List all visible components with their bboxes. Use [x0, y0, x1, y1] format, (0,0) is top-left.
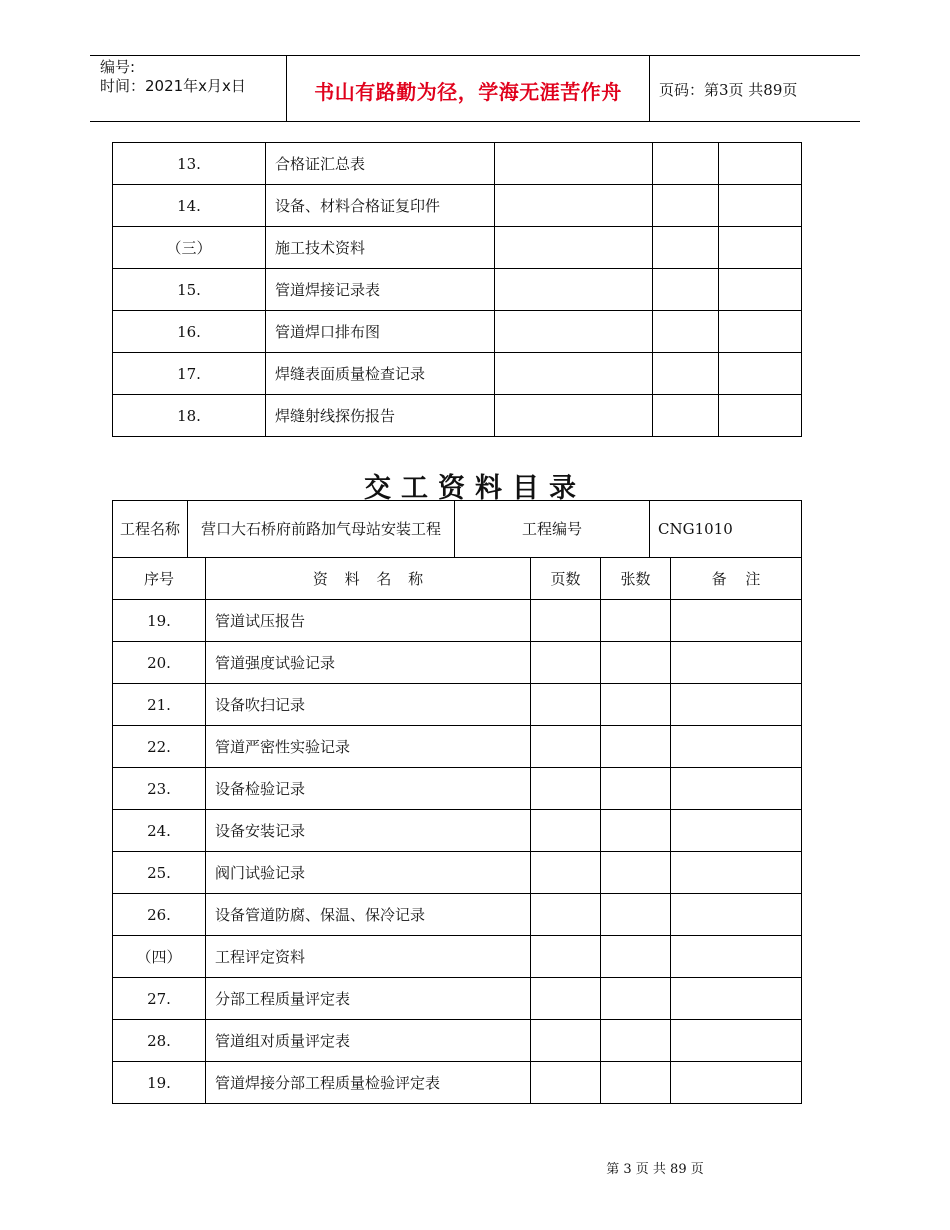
row-number: 17. — [113, 353, 266, 395]
table-row — [113, 684, 802, 726]
table-row — [113, 726, 802, 768]
row-sheets-cell — [601, 810, 671, 852]
header-meta — [100, 58, 246, 96]
row-sheets-cell — [653, 185, 719, 227]
row-number: 26. — [113, 894, 206, 936]
row-remarks-cell — [719, 353, 802, 395]
row-document-name: 焊缝表面质量检查记录 — [266, 353, 495, 395]
table-row — [113, 395, 802, 437]
row-number: 15. — [113, 269, 266, 311]
table-row — [113, 894, 802, 936]
row-pages-cell — [495, 143, 653, 185]
table-row — [113, 936, 802, 978]
row-sheets-cell — [653, 395, 719, 437]
row-number: 14. — [113, 185, 266, 227]
page-footer: 第 3 页 共 89 页 — [606, 1162, 704, 1177]
row-remarks-cell — [671, 1062, 802, 1104]
project-name-label: 工程名称 — [113, 501, 188, 558]
table-row — [113, 642, 802, 684]
table-row — [113, 978, 802, 1020]
table-row — [113, 600, 802, 642]
row-pages-cell — [531, 936, 601, 978]
row-pages-cell — [495, 227, 653, 269]
header-top-rule — [90, 55, 860, 56]
row-pages-cell — [531, 768, 601, 810]
row-number: 21. — [113, 684, 206, 726]
row-number: 24. — [113, 810, 206, 852]
row-sheets-cell — [653, 353, 719, 395]
row-remarks-cell — [671, 978, 802, 1020]
row-number: （四） — [113, 936, 206, 978]
row-sheets-cell — [601, 894, 671, 936]
row-sheets-cell — [601, 978, 671, 1020]
row-pages-cell — [531, 810, 601, 852]
row-number: （三） — [113, 227, 266, 269]
row-number: 18. — [113, 395, 266, 437]
header-pages: 页数 — [531, 558, 601, 600]
row-sheets-cell — [601, 936, 671, 978]
row-pages-cell — [531, 600, 601, 642]
row-remarks-cell — [671, 684, 802, 726]
row-remarks-cell — [671, 642, 802, 684]
row-number: 27. — [113, 978, 206, 1020]
row-document-name: 管道焊接分部工程质量检验评定表 — [206, 1062, 531, 1104]
row-number: 16. — [113, 311, 266, 353]
table-row — [113, 852, 802, 894]
document-list-table — [112, 500, 802, 1104]
row-document-name: 焊缝射线探伤报告 — [266, 395, 495, 437]
row-document-name: 管道严密性实验记录 — [206, 726, 531, 768]
number-label: 编号: — [100, 58, 136, 76]
row-sheets-cell — [601, 726, 671, 768]
row-remarks-cell — [719, 311, 802, 353]
row-number: 19. — [113, 1062, 206, 1104]
row-pages-cell — [531, 684, 601, 726]
project-code: CNG1010 — [650, 501, 802, 558]
row-sheets-cell — [601, 642, 671, 684]
row-document-name: 管道组对质量评定表 — [206, 1020, 531, 1062]
project-info-row — [113, 501, 802, 558]
row-sheets-cell — [601, 1062, 671, 1104]
header-seq: 序号 — [113, 558, 206, 600]
row-document-name: 设备管道防腐、保温、保冷记录 — [206, 894, 531, 936]
row-remarks-cell — [671, 810, 802, 852]
row-document-name: 施工技术资料 — [266, 227, 495, 269]
header-bottom-rule — [90, 121, 860, 122]
row-document-name: 管道焊接记录表 — [266, 269, 495, 311]
table-row — [113, 311, 802, 353]
row-document-name: 管道强度试验记录 — [206, 642, 531, 684]
header-divider — [649, 56, 650, 121]
row-number: 13. — [113, 143, 266, 185]
row-remarks-cell — [671, 852, 802, 894]
row-document-name: 设备检验记录 — [206, 768, 531, 810]
row-document-name: 管道试压报告 — [206, 600, 531, 642]
row-sheets-cell — [601, 684, 671, 726]
row-document-name: 工程评定资料 — [206, 936, 531, 978]
time-label: 时间：2021年x月x日 — [100, 77, 246, 95]
header-page-info: 页码：第3页 共89页 — [659, 81, 798, 99]
row-number: 28. — [113, 1020, 206, 1062]
row-sheets-cell — [601, 852, 671, 894]
row-pages-cell — [531, 852, 601, 894]
row-sheets-cell — [653, 311, 719, 353]
row-pages-cell — [531, 1062, 601, 1104]
row-pages-cell — [495, 185, 653, 227]
row-document-name: 分部工程质量评定表 — [206, 978, 531, 1020]
project-name: 营口大石桥府前路加气母站安装工程 — [188, 501, 455, 558]
table-row — [113, 810, 802, 852]
row-remarks-cell — [719, 143, 802, 185]
header-sheets: 张数 — [601, 558, 671, 600]
project-code-label: 工程编号 — [455, 501, 650, 558]
row-sheets-cell — [653, 269, 719, 311]
row-document-name: 设备、材料合格证复印件 — [266, 185, 495, 227]
row-pages-cell — [495, 269, 653, 311]
row-sheets-cell — [601, 600, 671, 642]
row-remarks-cell — [719, 185, 802, 227]
row-sheets-cell — [653, 227, 719, 269]
row-remarks-cell — [719, 269, 802, 311]
row-number: 20. — [113, 642, 206, 684]
row-pages-cell — [495, 311, 653, 353]
table-row — [113, 143, 802, 185]
header-remarks: 备 注 — [671, 558, 802, 600]
table-row — [113, 269, 802, 311]
row-pages-cell — [531, 1020, 601, 1062]
row-number: 25. — [113, 852, 206, 894]
header-motto: 书山有路勤为径，学海无涯苦作舟 — [314, 80, 622, 104]
row-document-name: 设备吹扫记录 — [206, 684, 531, 726]
table-row — [113, 768, 802, 810]
row-document-name: 管道焊口排布图 — [266, 311, 495, 353]
row-sheets-cell — [601, 768, 671, 810]
row-document-name: 合格证汇总表 — [266, 143, 495, 185]
row-remarks-cell — [719, 227, 802, 269]
row-pages-cell — [531, 894, 601, 936]
row-remarks-cell — [671, 768, 802, 810]
row-number: 22. — [113, 726, 206, 768]
row-remarks-cell — [671, 936, 802, 978]
row-pages-cell — [495, 395, 653, 437]
row-pages-cell — [531, 642, 601, 684]
table-row — [113, 1062, 802, 1104]
table-row — [113, 227, 802, 269]
table-row — [113, 1020, 802, 1062]
row-sheets-cell — [653, 143, 719, 185]
page-title: 交工资料目录 — [364, 473, 586, 504]
row-pages-cell — [495, 353, 653, 395]
row-pages-cell — [531, 726, 601, 768]
row-document-name: 阀门试验记录 — [206, 852, 531, 894]
table-row — [113, 185, 802, 227]
document-list-table-continued — [112, 142, 802, 437]
column-header-row — [113, 558, 802, 600]
row-sheets-cell — [601, 1020, 671, 1062]
table-row — [113, 353, 802, 395]
row-remarks-cell — [671, 894, 802, 936]
row-remarks-cell — [671, 1020, 802, 1062]
row-document-name: 设备安装记录 — [206, 810, 531, 852]
row-number: 23. — [113, 768, 206, 810]
row-pages-cell — [531, 978, 601, 1020]
row-number: 19. — [113, 600, 206, 642]
row-remarks-cell — [719, 395, 802, 437]
header-doc-name: 资 料 名 称 — [206, 558, 531, 600]
row-remarks-cell — [671, 726, 802, 768]
row-remarks-cell — [671, 600, 802, 642]
